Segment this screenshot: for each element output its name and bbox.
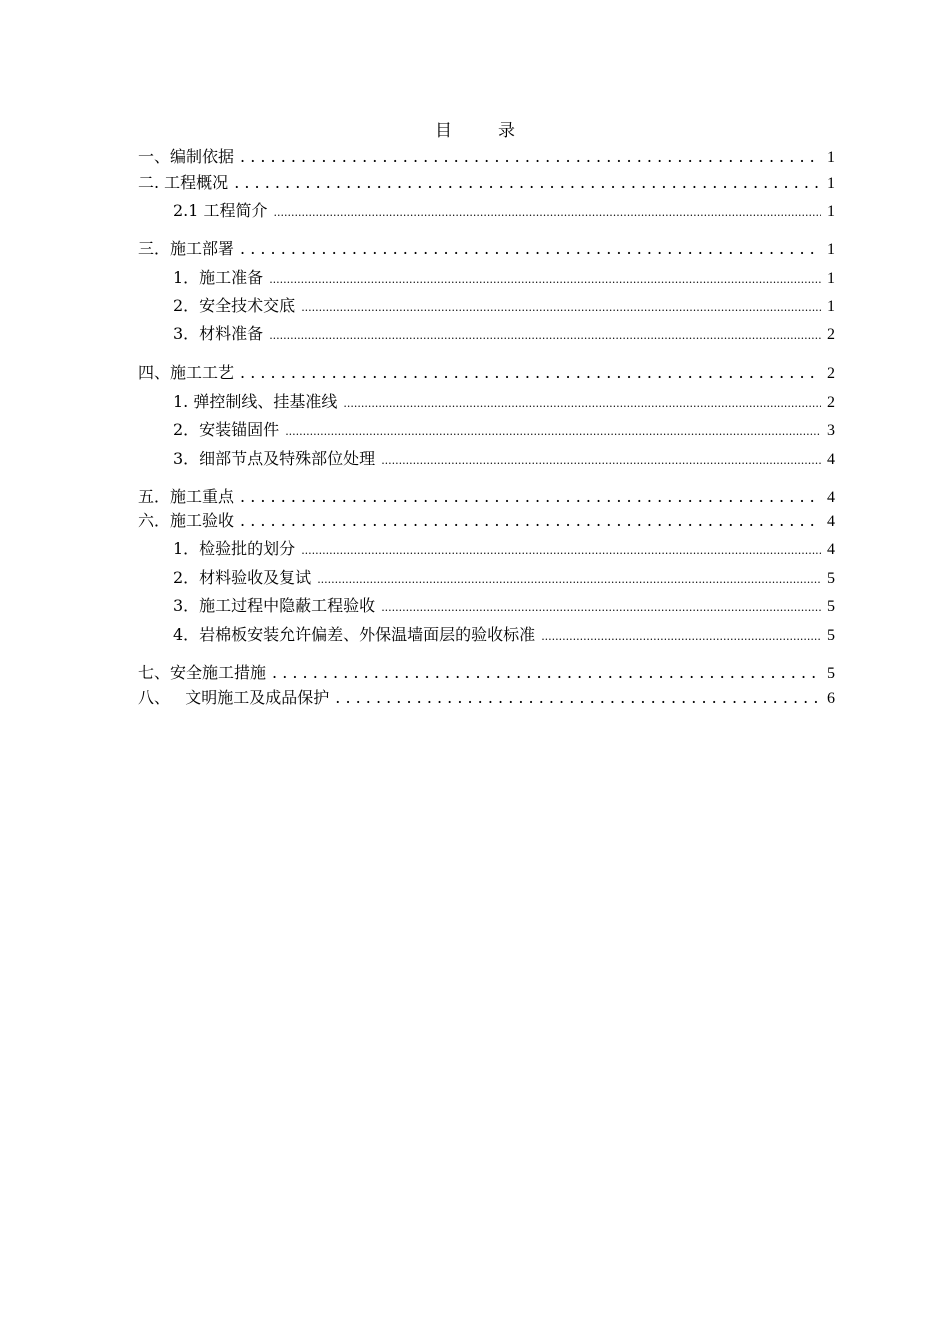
toc-entry-page: 2 — [827, 394, 835, 411]
toc-entry-page: 5 — [827, 598, 835, 615]
toc-entry-label: 六．施工验收 — [138, 511, 235, 530]
toc-dot-leader — [234, 173, 821, 193]
toc-entry-7[interactable] — [173, 324, 835, 345]
toc-entry-5[interactable] — [173, 268, 835, 289]
toc-entry-15[interactable] — [173, 568, 835, 589]
toc-entry-label: 三．施工部署 — [138, 239, 235, 258]
toc-entry-label: 七、安全施工措施 — [138, 663, 267, 682]
toc-entry-page: 6 — [827, 690, 835, 707]
toc-entry-18[interactable] — [138, 663, 835, 684]
toc-entry-label: 1．检验批的划分 — [173, 539, 296, 558]
toc-dot-leader — [240, 147, 821, 167]
toc-entry-page: 1 — [827, 270, 835, 287]
toc-entry-label: 2．材料验收及复试 — [173, 568, 312, 587]
toc-dot-leader — [274, 201, 821, 221]
toc-entry-label: 二. 工程概况 — [138, 173, 229, 192]
toc-entry-page: 1 — [827, 175, 835, 192]
toc-entry-page: 3 — [827, 422, 835, 439]
toc-entry-label: 1. 弹控制线、挂基准线 — [173, 392, 338, 411]
toc-entry-label: 2．安全技术交底 — [173, 296, 296, 315]
toc-entry-12[interactable] — [138, 487, 835, 508]
toc-entry-4[interactable] — [138, 239, 835, 260]
toc-entry-label: 3．材料准备 — [173, 324, 264, 343]
toc-entry-page: 4 — [827, 513, 835, 530]
toc-dot-leader — [301, 296, 821, 316]
toc-dot-leader — [541, 625, 821, 645]
toc-dot-leader — [285, 420, 821, 440]
toc-entry-11[interactable] — [173, 449, 835, 470]
toc-dot-leader — [269, 268, 821, 288]
toc-title-char-2: 录 — [498, 121, 515, 141]
toc-dot-leader — [240, 511, 821, 531]
toc-dot-leader — [381, 596, 821, 616]
toc-entry-label: 八、 文明施工及成品保护 — [138, 688, 330, 707]
toc-dot-leader — [240, 239, 821, 259]
toc-entry-page: 4 — [827, 451, 835, 468]
toc-entry-3[interactable] — [173, 201, 835, 222]
toc-entry-page: 5 — [827, 570, 835, 587]
toc-entry-page: 5 — [827, 665, 835, 682]
toc-entry-page: 5 — [827, 627, 835, 644]
toc-entry-label: 3．施工过程中隐蔽工程验收 — [173, 596, 376, 615]
toc-entry-page: 1 — [827, 298, 835, 315]
toc-entry-19[interactable] — [138, 688, 835, 709]
toc-dot-leader — [343, 392, 821, 412]
toc-entry-9[interactable] — [173, 392, 835, 413]
toc-entry-1[interactable] — [138, 147, 835, 168]
toc-entry-label: 1．施工准备 — [173, 268, 264, 287]
toc-entry-page: 1 — [827, 149, 835, 166]
toc-dot-leader — [301, 539, 821, 559]
toc-entry-page: 1 — [827, 241, 835, 258]
toc-dot-leader — [335, 688, 821, 708]
toc-dot-leader — [272, 663, 821, 683]
toc-entry-13[interactable] — [138, 511, 835, 532]
toc-entry-label: 一、编制依据 — [138, 147, 235, 166]
toc-entry-14[interactable] — [173, 539, 835, 560]
toc-entry-label: 五．施工重点 — [138, 487, 235, 506]
toc-entry-17[interactable] — [173, 625, 835, 646]
toc-entry-6[interactable] — [173, 296, 835, 317]
toc-dot-leader — [381, 449, 821, 469]
toc-entry-label: 3．细部节点及特殊部位处理 — [173, 449, 376, 468]
toc-entry-2[interactable] — [138, 173, 835, 194]
toc-entry-page: 2 — [827, 326, 835, 343]
toc-entry-10[interactable] — [173, 420, 835, 441]
toc-entry-page: 4 — [827, 489, 835, 506]
toc-entry-label: 4．岩棉板安装允许偏差、外保温墙面层的验收标准 — [173, 625, 536, 644]
toc-entry-page: 2 — [827, 365, 835, 382]
toc-entry-label: 四、施工工艺 — [138, 363, 235, 382]
toc-dot-leader — [240, 487, 821, 507]
toc-title-char-1: 目 — [435, 121, 452, 141]
toc-entry-page: 4 — [827, 541, 835, 558]
toc-entry-page: 1 — [827, 203, 835, 220]
toc-entry-16[interactable] — [173, 596, 835, 617]
toc-entry-label: 2．安装锚固件 — [173, 420, 280, 439]
toc-entry-8[interactable] — [138, 363, 835, 384]
toc-entry-label: 2.1 工程简介 — [173, 201, 268, 220]
toc-dot-leader — [317, 568, 821, 588]
toc-dot-leader — [240, 363, 821, 383]
toc-dot-leader — [269, 324, 821, 344]
